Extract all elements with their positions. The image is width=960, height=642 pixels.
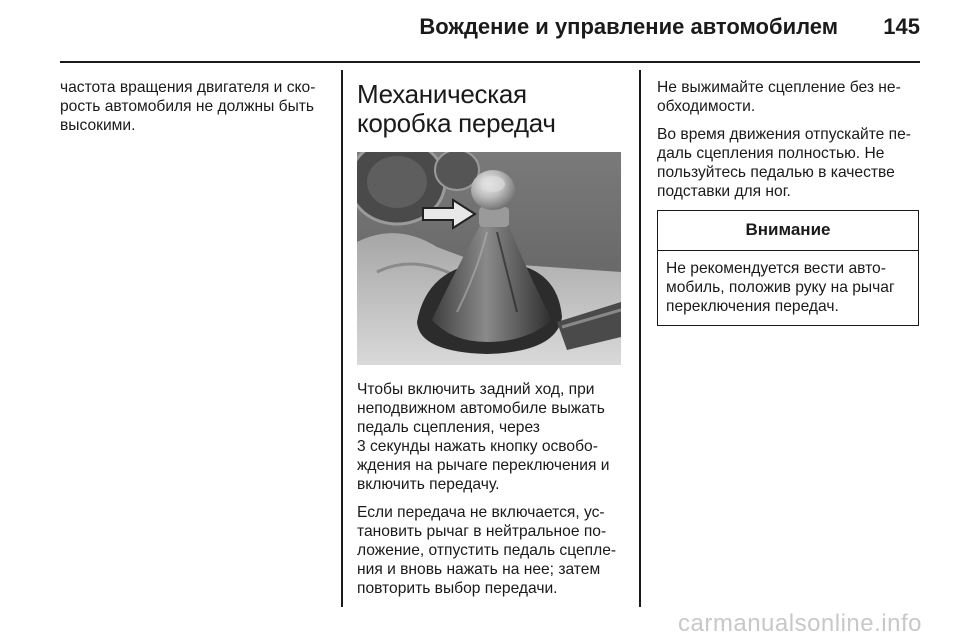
paragraph-reverse-gear: Чтобы включить задний ход, при неподвижном автомобиле выжать педаль сцепления, через 3 секунды нажать кнопку освобо- ждения на рычаге переключения и включить передачу. — [357, 381, 610, 493]
column-middle — [357, 80, 625, 607]
page-number: 145 — [883, 14, 920, 39]
column-left — [60, 78, 330, 144]
watermark: carmanualsonline.info — [678, 610, 922, 637]
section-title: Механическая коробка передач — [357, 79, 556, 138]
paragraph-clutch-usage: Не выжимайте сцепление без не- обходимости. — [657, 79, 901, 115]
warning-title: Внимание — [658, 211, 918, 251]
column-right — [657, 78, 922, 326]
paragraph-continuation: частота вращения двигателя и ско- рость автомобиля не должны быть высокими. — [60, 79, 316, 134]
column-divider-1 — [341, 70, 343, 607]
gear-shift-illustration-svg — [357, 152, 621, 365]
paragraph-gear-not-engaged: Если передача не включается, ус- тановить рычаг в нейтральное по- ложение, отпустить педаль сцепле- ния и вновь нажать на нее; затем повторить выбор передачи. — [357, 504, 617, 597]
page-header-title: Вождение и управление автомобилем — [419, 14, 838, 39]
gear-shift-lever-illustration — [357, 152, 621, 365]
header-divider — [60, 61, 920, 63]
column-divider-2 — [639, 70, 641, 607]
warning-box — [657, 210, 919, 326]
paragraph-clutch-release: Во время движения отпускайте пе- даль сцепления полностью. Не пользуйтесь педалью в качестве подставки для ног. — [657, 126, 911, 200]
warning-body: Не рекомендуется вести авто- мобиль, положив руку на рычаг переключения передач. — [666, 260, 895, 315]
